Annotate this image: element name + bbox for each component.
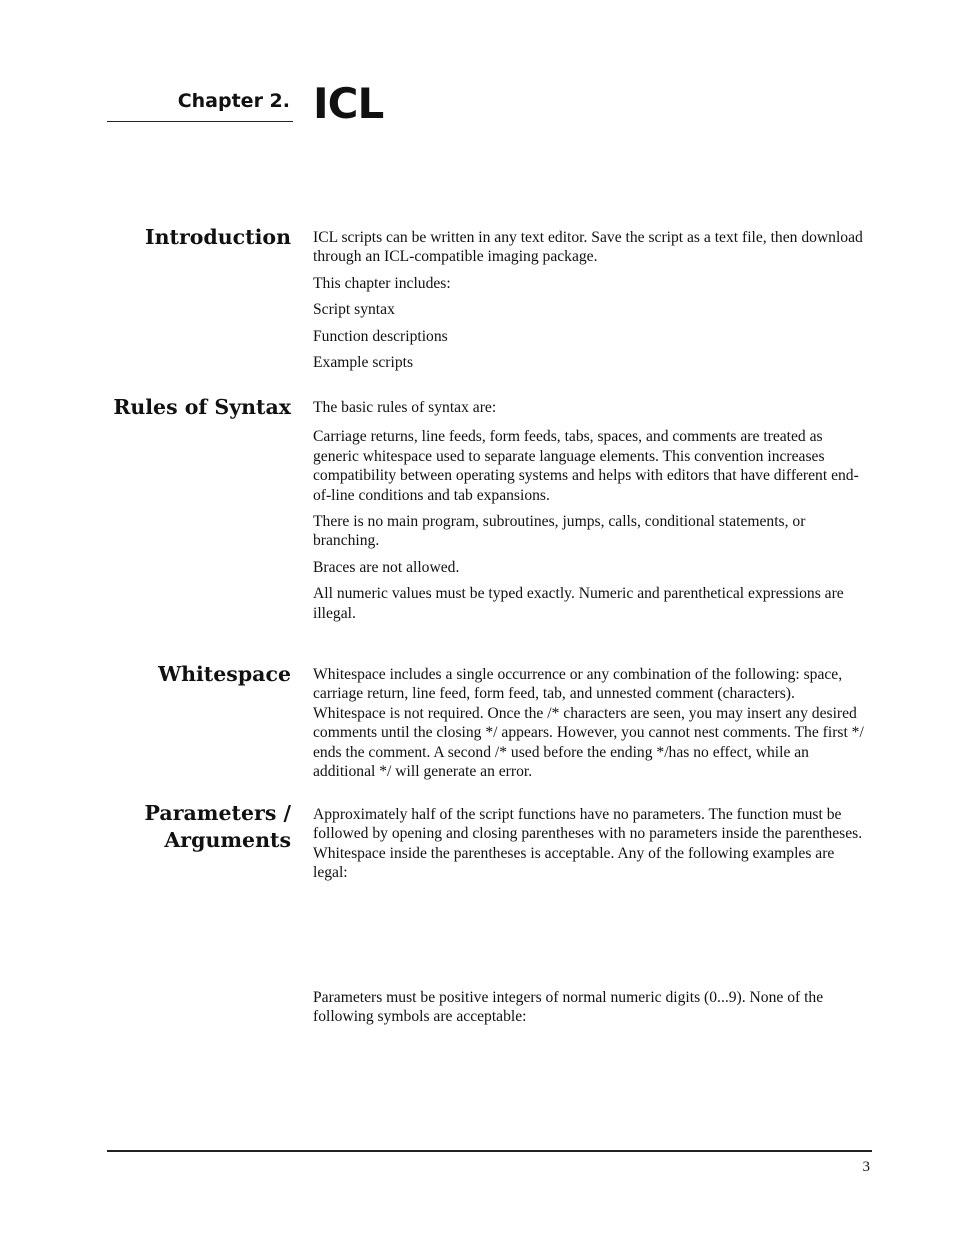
rule-item: Braces are not allowed. — [313, 558, 460, 576]
page-number: 3 — [862, 1159, 870, 1175]
parameters-paragraph: Approximately half of the script functions have no parameters. The function must be followed by opening and closing parentheses with no parameters inside the parentheses. Whitespace inside the parentheses is acceptable. Any of the following examples are legal: — [313, 806, 863, 882]
section-body-whitespace — [313, 665, 871, 788]
intro-includes-label: This chapter includes: — [313, 274, 451, 292]
section-heading-rules-of-syntax: Rules of Syntax — [113, 395, 291, 419]
whitespace-paragraph: Whitespace includes a single occurrence or any combination of the following: space, carriage return, line feed, form feed, tab, and unnested comment (characters). Whitespace is not required. Once the /* characters are seen, you may insert any desired comments until the closing */ appears. However, you cannot nest comments. The first */ ends the comment. A second /* used before the ending */has no effect, while an additional */ will generate an error. — [313, 666, 864, 781]
list-item: Function descriptions — [313, 327, 448, 345]
section-body-parameters — [313, 805, 871, 890]
chapter-title: ICL — [313, 79, 384, 128]
heading-line: Arguments — [164, 828, 291, 852]
chapter-label: Chapter 2. — [177, 90, 290, 112]
section-body-introduction — [313, 228, 871, 379]
rule-item: All numeric values must be typed exactly. Numeric and parenthetical expressions are illegal. — [313, 585, 844, 622]
section-heading-introduction: Introduction — [145, 225, 291, 249]
footer-rule — [107, 1150, 872, 1152]
list-item: Script syntax — [313, 301, 395, 319]
chapter-rule — [107, 121, 293, 122]
section-heading-whitespace: Whitespace — [158, 662, 291, 686]
rule-item: There is no main program, subroutines, jumps, calls, conditional statements, or branching. — [313, 513, 806, 550]
intro-paragraph: ICL scripts can be written in any text editor. Save the script as a text file, then download through an ICL-compatible imaging package. — [313, 229, 863, 266]
heading-line: Parameters / — [144, 801, 291, 825]
rules-intro: The basic rules of syntax are: — [313, 399, 497, 416]
rule-item: Carriage returns, line feeds, form feeds, tabs, spaces, and comments are treated as generic whitespace used to separate language elements. This convention increases compatibility between operating systems and helps with editors that have different end-of-line conditions and tab expansions. — [313, 428, 859, 504]
section-body-parameters-2 — [313, 988, 871, 1034]
list-item: Example scripts — [313, 354, 414, 372]
section-body-rules-of-syntax — [313, 398, 871, 630]
section-heading-parameters — [91, 800, 291, 854]
parameters-paragraph-2: Parameters must be positive integers of normal numeric digits (0...9). None of the following symbols are acceptable: — [313, 989, 824, 1026]
